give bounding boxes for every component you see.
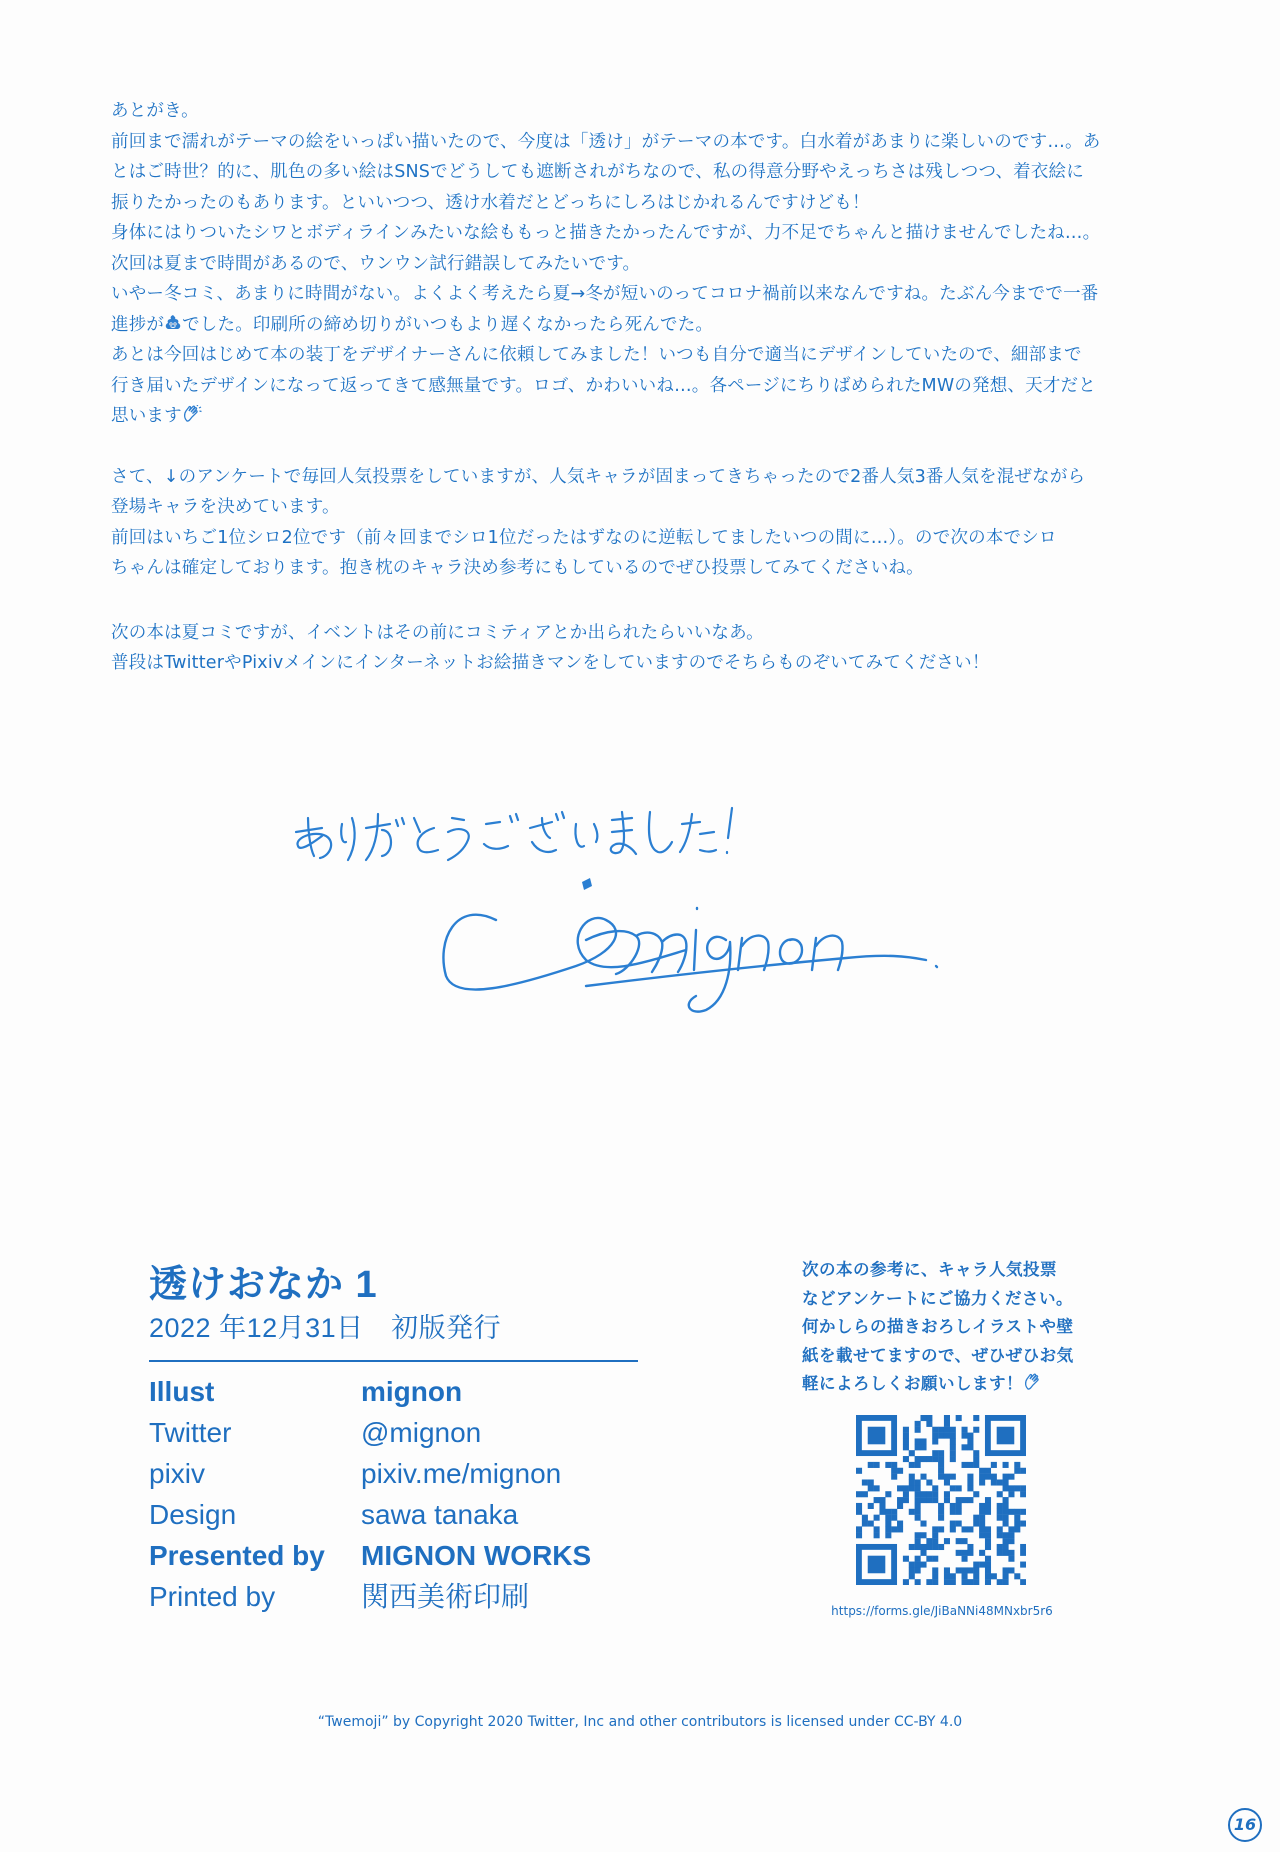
pile-of-poo-icon — [164, 314, 182, 336]
afterword-line: あとがき。 — [111, 101, 199, 121]
afterword-line: 次の本は夏コミですが、イベントはその前にコミティアとか出られたらいいなあ。 — [111, 622, 764, 643]
clapping-hands-icon — [1023, 1373, 1043, 1395]
credit-value: @mignon — [361, 1417, 482, 1448]
afterword-line: あとは今回はじめて本の装丁をデザイナーさんに依頼してみました！いつも自分で適当にデザインしていたので、細部まで — [111, 345, 1082, 365]
survey-line: 紙を載せてますので、ぜひぜひお気 — [802, 1345, 1074, 1365]
divider — [149, 1360, 638, 1362]
afterword-fragment: 進捗が — [111, 314, 165, 335]
publication-date: 2022 年12月31日 初版発行 — [149, 1313, 502, 1343]
credit-value: sawa tanaka — [361, 1499, 519, 1530]
survey-line: 何かしらの描きおろしイラストや壁 — [802, 1317, 1074, 1336]
credit-label: Illust — [149, 1376, 215, 1407]
survey-line: 次の本の参考に、キャラ人気投票 — [802, 1260, 1057, 1279]
credit-value: mignon — [361, 1376, 463, 1407]
credits-table — [149, 1374, 639, 1614]
signature-drawing — [286, 790, 986, 1030]
afterword-line: ちゃんは確定しております。抱き枕のキャラ決め参考にもしているのでぜひ投票してみてくださいね。 — [111, 558, 924, 578]
book-title: 透けおなか 1 — [149, 1264, 378, 1306]
afterword-line: 身体にはりついたシワとボディラインみたいな絵ももっと描きたかったんですが、力不足でちゃんと描けませんでしたね…。 — [111, 223, 1101, 243]
afterword-line: 登場キャラを決めています。 — [111, 497, 340, 517]
twemoji-license: “Twemoji” by Copyright 2020 Twitter, Inc and other contributors is licensed under CC-BY 4.0 — [317, 1714, 963, 1730]
survey-url[interactable]: https://forms.gle/JiBaNNi48MNxbr5r6 — [831, 1604, 1053, 1618]
credit-value: pixiv.me/mignon — [361, 1458, 562, 1489]
afterword-line: 普段はTwitterやPixivメインにインターネットお絵描きマンをしていますのでそちらものぞいてみてください！ — [111, 653, 990, 673]
afterword-line: さて、↓のアンケートで毎回人気投票をしていますが、人気キャラが固まってきちゃったので2番人気3番人気を混ぜながら — [111, 466, 1086, 487]
survey-line: などアンケートにご協力ください。 — [802, 1288, 1074, 1308]
survey-qr-code[interactable] — [856, 1415, 1026, 1585]
credit-value: 関西美術印刷 — [361, 1581, 530, 1612]
colophon — [149, 1262, 639, 1614]
credit-value: MIGNON WORKS — [361, 1540, 592, 1571]
credit-label: Twitter — [149, 1417, 232, 1448]
afterword-line: 次回は夏まで時間があるので、ウンウン試行錯誤してみたいです。 — [111, 253, 641, 274]
qr-code-icon — [856, 1415, 1026, 1585]
afterword-line: 行き届いたデザインになって返ってきて感無量です。ロゴ、かわいいね…。各ページにちりばめられたMWの発想、天才だと — [111, 375, 1096, 396]
afterword-line: とはご時世？的に、肌色の多い絵はSNSでどうしても遮断されがちなので、私の得意分野やえっちさは残しつつ、着衣絵に — [111, 162, 1084, 182]
credit-label: Design — [149, 1499, 237, 1530]
survey-line — [802, 1370, 1102, 1399]
paragraph-gap — [111, 432, 1171, 462]
afterword-line: 前回はいちご1位シロ2位です（前々回までシロ1位だったはずなのに逆転してましたいつの間に…）。ので次の本でシロ — [111, 527, 1057, 548]
afterword-line: 振りたかったのもあります。といいつつ、透け水着だとどっちにしろはじかれるんですけども！ — [111, 192, 870, 213]
afterword-fragment: 思います — [111, 406, 182, 426]
clapping-hands-icon — [182, 405, 202, 427]
afterword-fragment: でした。印刷所の締め切りがいつもより遅くなかったら死んでた。 — [182, 314, 714, 335]
afterword-line — [111, 310, 1171, 341]
handwritten-signature — [286, 790, 986, 1030]
credit-label: Printed by — [149, 1581, 276, 1612]
survey-notice — [802, 1256, 1102, 1399]
credit-label: Presented by — [149, 1540, 325, 1571]
afterword-line — [111, 401, 1171, 432]
survey-line-text: 軽によろしくお願いします！ — [802, 1374, 1023, 1393]
afterword-text — [111, 96, 1171, 679]
page-number: 16 — [1228, 1808, 1262, 1842]
credit-label: pixiv — [149, 1458, 206, 1489]
afterword-line: 前回まで濡れがテーマの絵をいっぱい描いたので、今度は「透け」がテーマの本です。白水着があまりに楽しいのです…。あ — [111, 131, 1101, 152]
paragraph-gap — [111, 584, 1171, 618]
afterword-line: いやー冬コミ、あまりに時間がない。よくよく考えたら夏→冬が短いのってコロナ禍前以来なんですね。たぶん今までで一番 — [111, 284, 1099, 304]
